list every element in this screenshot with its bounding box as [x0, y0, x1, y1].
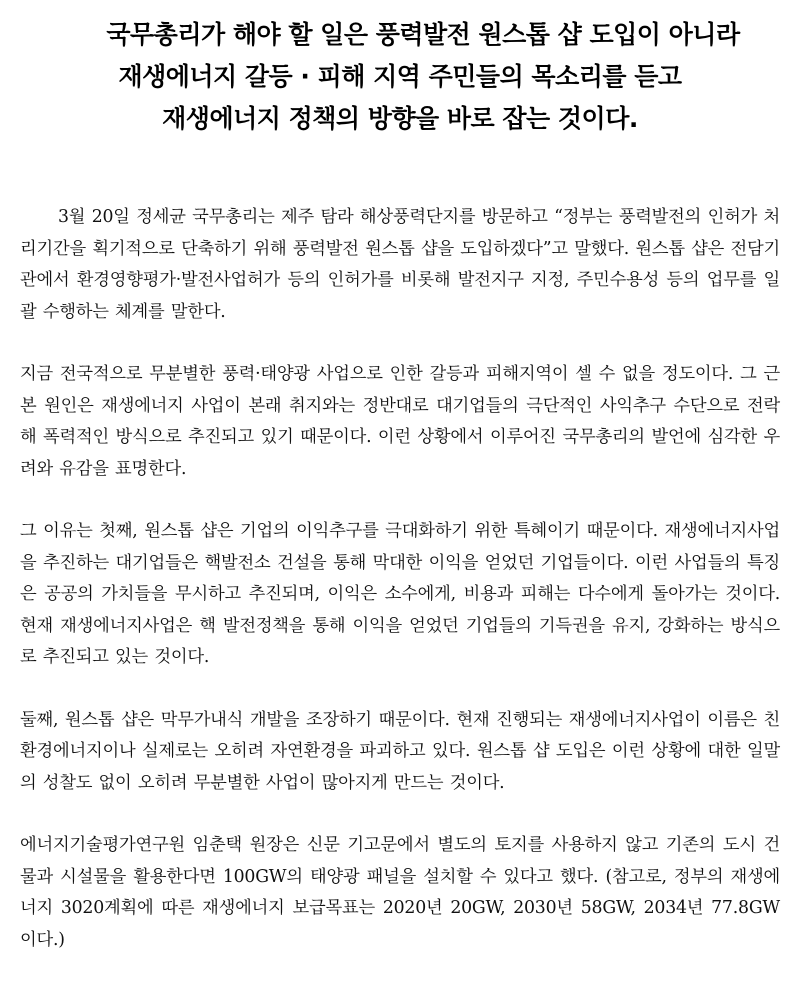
paragraph-3: 그 이유는 첫째, 원스톱 샵은 기업의 이익추구를 극대화하기 위한 특혜이기 때문이다. 재생에너지사업을 추진하는 대기업들은 핵발전소 건설을 통해 막대한 이익을 얻었던 기업들이다. 이런 사업들의 특징은 공공의 가치들을 무시하고 추진되며, 이익은 소수에게, 비용과 피해는 다수에게 돌아가는 것이다. 현재 재생에너지사업은 핵 발전정책을 통해 이익을 얻었던 기업들의 기득권을 유지, 강화하는 방식으로 추진되고 있는 것이다. — [20, 521, 780, 667]
paragraph-1: 3월 20일 정세균 국무총리는 제주 탐라 해상풍력단지를 방문하고 “정부는 풍력발전의 인허가 처리기간을 획기적으로 단축하기 위해 풍력발전 원스톱 샵을 도입하겠다”고 말했다. 원스톱 샵은 전담기관에서 환경영향평가·발전사업허가 등의 인허가를 비롯해 발전지구 지정, 주민수용성 등의 업무를 일괄 수행하는 체계를 말한다. — [20, 207, 780, 322]
title-line-1: 국무총리가 해야 할 일은 풍력발전 원스톱 샵 도입이 아니라 — [106, 20, 740, 49]
paragraph-4: 둘째, 원스톱 샵은 막무가내식 개발을 조장하기 때문이다. 현재 진행되는 재생에너지사업이 이름은 친환경에너지이나 실제로는 오히려 자연환경을 파괴하고 있다. 원스톱 샵 도입은 이런 상황에 대한 일말의 성찰도 없이 오히려 무분별한 사업이 많아지게 만드는 것이다. — [20, 709, 780, 793]
document-title — [20, 14, 780, 140]
document-body — [20, 202, 780, 956]
title-line-2: 재생에너지 갈등 · 피해 지역 주민들의 목소리를 듣고 — [118, 62, 682, 91]
paragraph-2: 지금 전국적으로 무분별한 풍력·태양광 사업으로 인한 갈등과 피해지역이 셀 수 없을 정도이다. 그 근본 원인은 재생에너지 사업이 본래 취지와는 정반대로 대기업들의 극단적인 사익추구 수단으로 전락해 폭력적인 방식으로 추진되고 있기 때문이다. 이런 상황에서 이루어진 국무총리의 발언에 심각한 우려와 유감을 표명한다. — [20, 364, 780, 479]
title-line-3: 재생에너지 정책의 방향을 바로 잡는 것이다. — [162, 104, 638, 133]
paragraph-5: 에너지기술평가연구원 임춘택 원장은 신문 기고문에서 별도의 토지를 사용하지 않고 기존의 도시 건물과 시설물을 활용한다면 100GW의 태양광 패널을 설치할 수 있다고 했다. (참고로, 정부의 재생에너지 3020계획에 따른 재생에너지 보급목표는 2020년 20GW, 2030년 58GW, 2034년 77.8GW 이다.) — [20, 835, 780, 950]
